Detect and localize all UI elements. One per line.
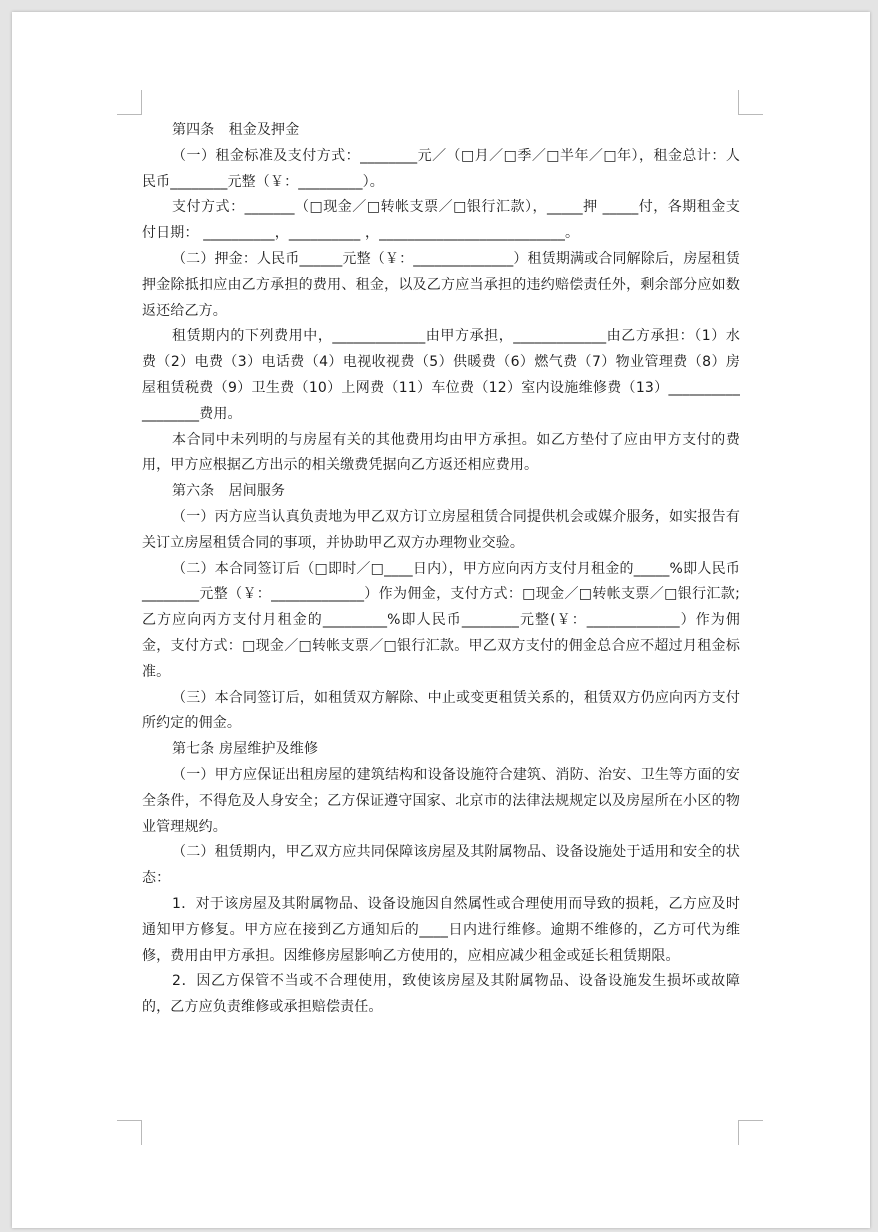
document-page	[12, 12, 870, 1228]
paragraph: （一）租金标准及支付方式：________元／（□月／□季／□半年／□年），租金总计：人民币________元整（￥：_________）。	[142, 147, 740, 190]
paragraph: 本合同中未列明的与房屋有关的其他费用均由甲方承担。如乙方垫付了应由甲方支付的费用，甲方应根据乙方出示的相关缴费凭据向乙方返还相应费用。	[142, 431, 740, 474]
margin-mark-bottom-left	[117, 1120, 142, 1145]
paragraph: （二）押金：人民币______元整（￥：______________）租赁期满或合同解除后，房屋租赁押金除抵扣应由乙方承担的费用、租金，以及乙方应当承担的违约赔偿责任外，剩余部分应如数返还给乙方。	[142, 250, 740, 319]
document-body	[142, 118, 740, 1021]
article-7-heading: 第七条 房屋维护及维修	[172, 741, 319, 758]
paragraph: （三）本合同签订后，如租赁双方解除、中止或变更租赁关系的，租赁双方仍应向丙方支付所约定的佣金。	[142, 689, 740, 732]
paragraph: （二）租赁期内，甲乙双方应共同保障该房屋及其附属物品、设备设施处于适用和安全的状态：	[142, 844, 740, 887]
paragraph: （二）本合同签订后（□即时／□____日内），甲方应向丙方支付月租金的_____%即人民币________元整（￥：_____________）作为佣金，支付方式：□现金／□转帐支票／□银行汇款;乙方应向丙方支付月租金的_________%即人民币________元整(￥：_____________）作为佣金，支付方式：□现金／□转帐支票／□银行汇款。甲乙双方支付的佣金总合应不超过月租金标准。	[142, 560, 740, 680]
article-4-heading: 第四条 租金及押金	[172, 122, 300, 138]
paragraph: 支付方式：_______（□现金／□转帐支票／□银行汇款），_____押 _____付，各期租金支付日期： __________，__________ ，__________________________。	[142, 199, 740, 242]
article-6-heading: 第六条 居间服务	[172, 483, 286, 500]
margin-mark-top-right	[738, 90, 763, 115]
paragraph: 2．因乙方保管不当或不合理使用，致使该房屋及其附属物品、设备设施发生损坏或故障的，乙方应负责维修或承担赔偿责任。	[142, 973, 740, 1016]
margin-mark-bottom-right	[738, 1120, 763, 1145]
paragraph: （一）甲方应保证出租房屋的建筑结构和设备设施符合建筑、消防、治安、卫生等方面的安全条件，不得危及人身安全；乙方保证遵守国家、北京市的法律法规规定以及房屋所在小区的物业管理规约。	[142, 766, 740, 835]
paragraph: 租赁期内的下列费用中，_____________由甲方承担，_____________由乙方承担：（1）水费（2）电费（3）电话费（4）电视收视费（5）供暖费（6）燃气费（7）物业管理费（8）房屋租赁税费（9）卫生费（10）上网费（11）车位费（12）室内设施维修费（13）__________________费用。	[142, 328, 740, 422]
margin-mark-top-left	[117, 90, 142, 115]
paragraph: 1．对于该房屋及其附属物品、设备设施因自然属性或合理使用而导致的损耗，乙方应及时通知甲方修复。甲方应在接到乙方通知后的____日内进行维修。逾期不维修的，乙方可代为维修，费用由甲方承担。因维修房屋影响乙方使用的，应相应减少租金或延长租赁期限。	[142, 895, 740, 964]
paragraph: （一）丙方应当认真负责地为甲乙双方订立房屋租赁合同提供机会或媒介服务，如实报告有关订立房屋租赁合同的事项，并协助甲乙双方办理物业交验。	[142, 508, 740, 551]
